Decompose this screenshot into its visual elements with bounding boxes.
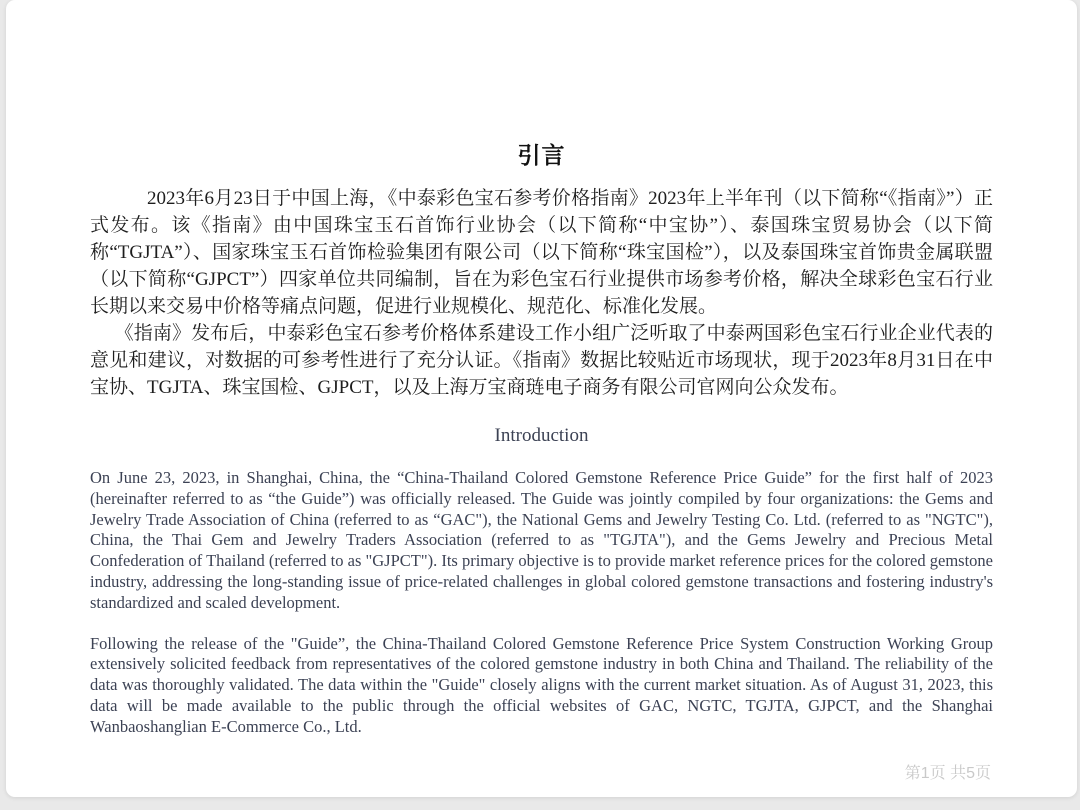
chinese-body bbox=[90, 185, 993, 401]
page-content bbox=[90, 0, 993, 738]
zh-paragraph-1: 2023年6月23日于中国上海，《中泰彩色宝石参考价格指南》2023年上半年刊（以下简称“《指南》”）正式发布。该《指南》由中国珠宝玉石首饰行业协会（以下简称“中宝协”）、泰国珠宝贸易协会（以下简称“TGJTA”）、国家珠宝玉石首饰检验集团有限公司（以下简称“珠宝国检”），以及泰国珠宝首饰贵金属联盟（以下简称“GJPCT”）四家单位共同编制，旨在为彩色宝石行业提供市场参考价格，解决全球彩色宝石行业长期以来交易中价格等痛点问题，促进行业规模化、规范化、标准化发展。 bbox=[90, 188, 993, 317]
document-title-en: Introduction bbox=[494, 425, 589, 446]
page-number-indicator: 第1页 共5页 bbox=[904, 765, 991, 782]
english-body bbox=[90, 468, 993, 738]
en-paragraph-1: On June 23, 2023, in Shanghai, China, the “China-Thailand Colored Gemstone Reference Price Guide” for the first half of 2023 (hereinafter referred to as “the Guide”) was officially released. The Guide was jointly compiled by four organizations: the Gems and Jewelry Trade Association of China (referred to as “GAC"), the National Gems and Jewelry Testing Co. Ltd. (referred to as "NGTC"), China, the Thai Gem and Jewelry Traders Association (referred to as "TGJTA"), and the Gems Jewelry and Precious Metal Confederation of Thailand (referred to as "GJPCT"). Its primary objective is to provide market reference prices for the colored gemstone industry, addressing the long-standing issue of price-related challenges in global colored gemstone transactions and fostering industry's standardized and scaled development. bbox=[90, 468, 993, 612]
en-paragraph-2: Following the release of the "Guide”, the China-Thailand Colored Gemstone Reference Price System Construction Working Group extensively solicited feedback from representatives of the colored gemstone industry in both China and Thailand. The reliability of the data was thoroughly validated. The data within the "Guide" closely aligns with the current market situation. As of August 31, 2023, this data will be made available to the public through the official websites of GAC, NGTC, TGJTA, GJPCT, and the Shanghai Wanbaoshanglian E-Commerce Co., Ltd. bbox=[90, 633, 993, 736]
document-page bbox=[6, 0, 1077, 797]
document-title-zh: 引言 bbox=[517, 143, 566, 168]
zh-paragraph-2: 《指南》发布后，中泰彩色宝石参考价格体系建设工作小组广泛听取了中泰两国彩色宝石行业企业代表的意见和建议，对数据的可参考性进行了充分认证。《指南》数据比较贴近市场现状，现于2023年8月31日在中宝协、TGJTA、珠宝国检、GJPCT，以及上海万宝商琏电子商务有限公司官网向公众发布。 bbox=[90, 323, 993, 398]
